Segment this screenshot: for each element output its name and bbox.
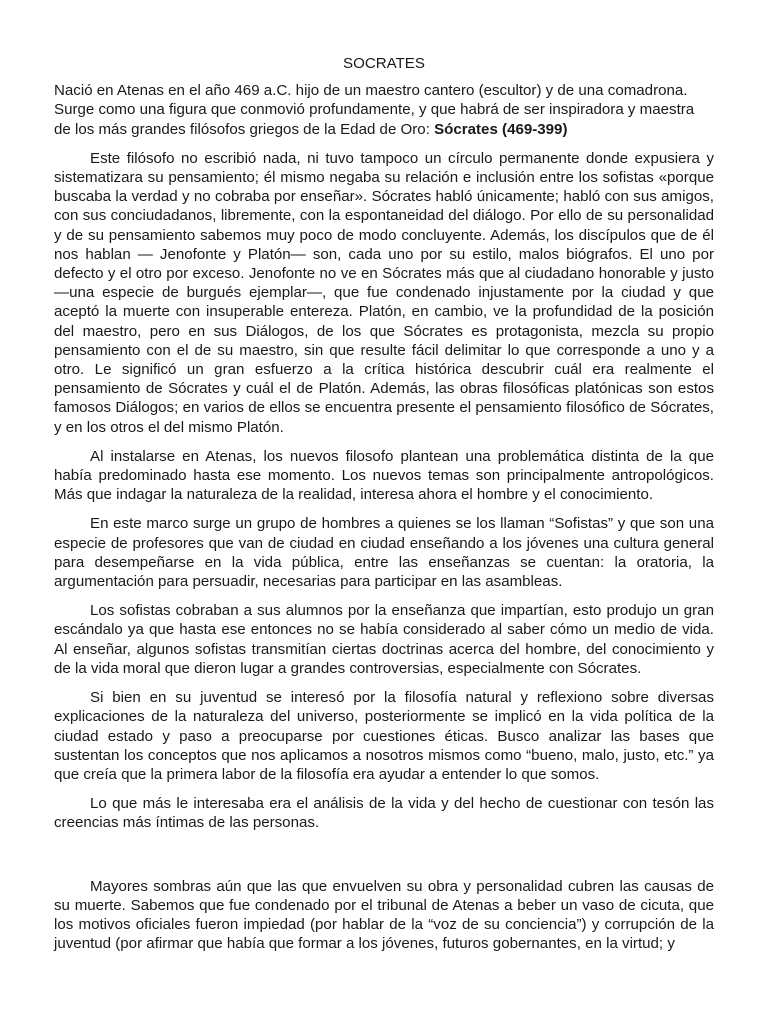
paragraph-4: Los sofistas cobraban a sus alumnos por la enseñanza que impartían, esto produjo un gran escándalo ya que hasta ese entonces no se había considerado al saber cómo un medio de vida. Al enseñar, algunos sofistas transmitían ciertas doctrinas acerca del hombre, del conocimiento y de la vida moral que dieron lugar a grandes controversias, especialmente con Sócrates. [54, 602, 714, 677]
paragraph-6: Lo que más le interesaba era el análisis de la vida y del hecho de cuestionar con tesón las creencias más íntimas de las personas. [54, 795, 714, 832]
paragraph-7: Mayores sombras aún que las que envuelven su obra y personalidad cubren las causas de su muerte. Sabemos que fue condenado por el tribunal de Atenas a beber un vaso de cicuta, que los motivos oficiales fueron impiedad (por hablar de la “voz de su conciencia”) y corrupción de la juventud (por afirmar que había que formar a los jóvenes, futuros gobernantes, en la virtud; y [54, 877, 714, 953]
intro-paragraph [54, 81, 714, 139]
document-page [54, 54, 714, 963]
paragraph-5: Si bien en su juventud se interesó por la filosofía natural y reflexiono sobre diversas explicaciones de la naturaleza del universo, posteriormente se implicó en la vida política de la ciudad estado y paso a preocuparse por cuestiones éticas. Busco analizar las bases que sustentan los conceptos que nos aplicamos a nosotros mismos como “bueno, malo, justo, etc.” ya que creía que la primera labor de la filosofía era ayudar a entender lo que somos. [54, 689, 714, 783]
document-title: SOCRATES [343, 55, 425, 72]
intro-text: Nació en Atenas en el año 469 a.C. hijo de un maestro cantero (escultor) y de una comadrona. Surge como una figura que conmovió profundamente, y que habrá de ser inspiradora y maestra de los más grandes filósofos griegos de la Edad de Oro: [54, 82, 695, 138]
intro-bold-name: Sócrates (469-399) [434, 120, 568, 138]
paragraph-3: En este marco surge un grupo de hombres a quienes se los llaman “Sofistas” y que son una especie de profesores que van de ciudad en ciudad enseñando a los jóvenes una cultura general para desempeñarse en la vida pública, entre las enseñanzas se cuentan: la oratoria, la argumentación para persuadir, necesarias para participar en las asambleas. [54, 515, 714, 591]
paragraph-1: Este filósofo no escribió nada, ni tuvo tampoco un círculo permanente donde expusiera y sistematizara su pensamiento; él mismo negaba su relación e inclusión entre los sofistas «porque buscaba la verdad y no cobraba por enseñar». Sócrates habló únicamente; habló con sus amigos, con sus conciudadanos, libremente, con la espontaneidad del diálogo. Por ello de su personalidad y de su pensamiento sabemos muy poco de modo concluyente. Además, los discípulos que de él nos hablan — Jenofonte y Platón— son, cada uno por su estilo, malos biógrafos. El uno por defecto y el otro por exceso. Jenofonte no ve en Sócrates más que al ciudadano honorable y justo —una especie de burgués ejemplar—, que fue condenado injustamente por la ciudad y que aceptó la muerte con insuperable entereza. Platón, en cambio, ve la profundidad de la posición del maestro, pero en sus Diálogos, de los que Sócrates es protagonista, mezcla su propio pensamiento con el de su maestro, sin que resulte fácil delimitar lo que corresponde a uno y a otro. Le significó un gran esfuerzo a la crítica histórica descubrir cuál era realmente el pensamiento de Sócrates y cuál el de Platón. Además, las obras filosóficas platónicas son estos famosos Diálogos; en varios de ellos se encuentra presente el pensamiento filosófico de Sócrates, y en los otros el del mismo Platón. [54, 149, 714, 436]
paragraph-2: Al instalarse en Atenas, los nuevos filosofo plantean una problemática distinta de la que había predominado hasta ese momento. Los nuevos temas son principalmente antropológicos. Más que indagar la naturaleza de la realidad, interesa ahora el hombre y el conocimiento. [54, 447, 714, 504]
